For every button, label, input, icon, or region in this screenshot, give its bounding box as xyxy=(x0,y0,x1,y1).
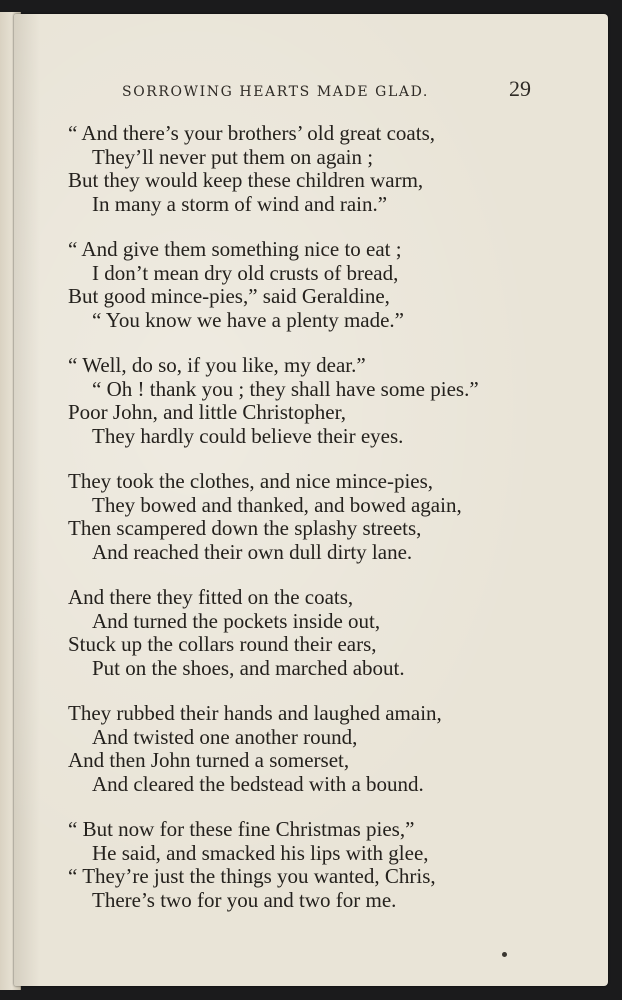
stanza-1 xyxy=(14,122,608,216)
poem-line: Poor John, and little Christopher, xyxy=(68,400,346,424)
stanza-6 xyxy=(14,702,608,796)
poem-line: “ Oh ! thank you ; they shall have some pies.” xyxy=(92,376,479,401)
poem-line: But they would keep these children warm, xyxy=(68,168,424,192)
stanza-7 xyxy=(14,818,608,912)
poem-line: And there they fitted on the coats, xyxy=(68,585,354,609)
poem-line: I don’t mean dry old crusts of bread, xyxy=(92,260,399,285)
poem-line: They bowed and thanked, and bowed again, xyxy=(92,492,462,517)
poem-line: “ They’re just the things you wanted, Chris, xyxy=(68,864,436,888)
book-page xyxy=(14,14,608,986)
poem-line: Then scampered down the splashy streets, xyxy=(68,516,422,540)
poem-line: Stuck up the collars round their ears, xyxy=(68,632,377,656)
poem-line: “ And give them something nice to eat ; xyxy=(68,237,402,261)
stanza-3 xyxy=(14,354,608,448)
stanza-4 xyxy=(14,470,608,564)
poem-line: And turned the pockets inside out, xyxy=(92,608,381,633)
poem-line: And twisted one another round, xyxy=(92,724,358,749)
stanza-5 xyxy=(14,586,608,680)
poem-line: But good mince-pies,” said Geraldine, xyxy=(68,284,390,308)
poem-line: They took the clothes, and nice mince-pies, xyxy=(68,469,434,493)
running-head xyxy=(14,76,608,106)
ink-speck xyxy=(502,952,507,957)
poem-line: They’ll never put them on again ; xyxy=(92,144,374,169)
poem-line: And reached their own dull dirty lane. xyxy=(92,539,413,564)
page-number: 29 xyxy=(509,76,531,101)
poem-line: “ And there’s your brothers’ old great coats, xyxy=(68,121,435,145)
poem-line: In many a storm of wind and rain.” xyxy=(92,191,388,216)
poem-line: There’s two for you and two for me. xyxy=(92,887,397,912)
poem-line: “ But now for these fine Christmas pies,” xyxy=(68,817,415,841)
poem xyxy=(14,122,608,934)
running-title: SORROWING HEARTS MADE GLAD. xyxy=(122,84,429,100)
poem-line: And then John turned a somerset, xyxy=(68,748,350,772)
poem-line: They hardly could believe their eyes. xyxy=(92,423,404,448)
poem-line: They rubbed their hands and laughed amain, xyxy=(68,701,442,725)
poem-line: “ Well, do so, if you like, my dear.” xyxy=(68,353,366,377)
poem-line: And cleared the bedstead with a bound. xyxy=(92,771,424,796)
poem-line: Put on the shoes, and marched about. xyxy=(92,655,405,680)
stanza-2 xyxy=(14,238,608,332)
poem-line: He said, and smacked his lips with glee, xyxy=(92,840,429,865)
poem-line: “ You know we have a plenty made.” xyxy=(92,307,405,332)
